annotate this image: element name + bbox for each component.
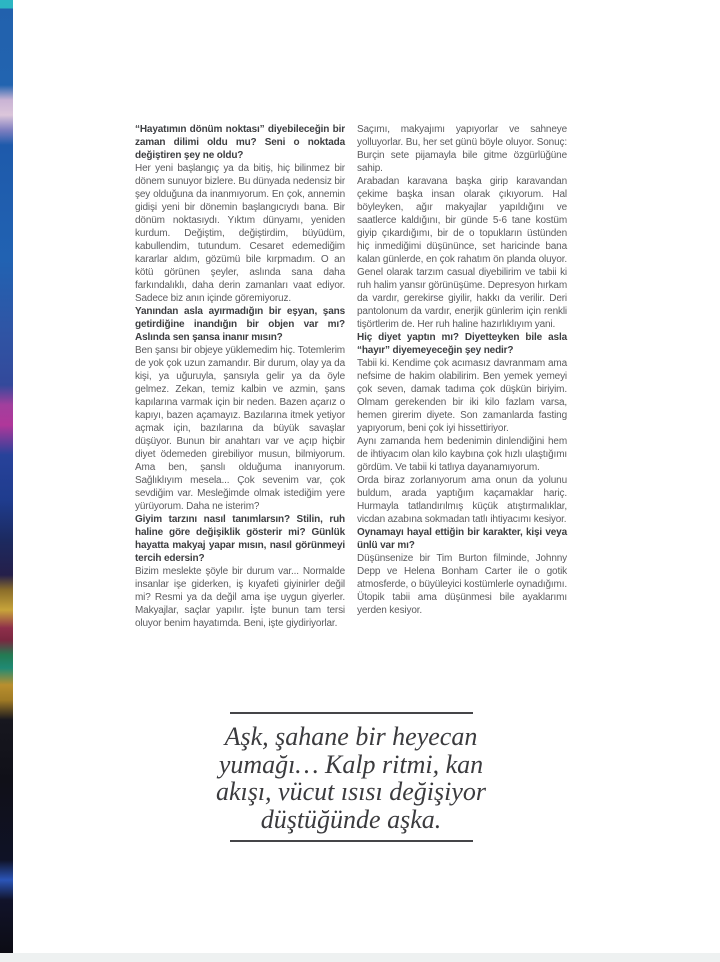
pull-quote — [128, 723, 574, 833]
pull-quote-line: düştüğünde aşka. — [260, 804, 442, 834]
interview-answer: Tabii ki. Kendime çok acımasız davranmam ama nefsime de hakim olabilirim. Ben yemek yemeyi çok seven, damak tadıma çok düşkün biriyim. Olmam gerekenden bir iki kilo fazlam varsa, hemen girerim diyete. Son zamanlarda fasting yapıyorum, beni çok iyi hissettiriyor. — [357, 358, 567, 434]
interview-answer: Orda biraz zorlanıyorum ama onun da yolunu buldum, arada yaptığım kaçamaklar hariç. Hurmayla tatlandırılmış küçük atıştırmalıklar, vicdan azabına sokmadan tatlı ihtiyacımı kesiyor. — [357, 475, 567, 525]
interview-answer: Arabadan karavana başka girip karavandan çekime başka insan olarak çıkıyorum. Hal böyleyken, ağır makyajlar yapıldığını ve saatlerce kaldığını, bir günde 5-6 tane kostüm giyip çıkardığımı, bir de o topukların üstünden hiç inmediğimi düşününce, set haricinde bana kalan günlerde, en çok rahatım ön planda oluyor. Genel olarak tarzım casual diyebilirim ve tabii ki ruh halim yansır görünüşüme. Depresyon hırkam da vardır, gerekirse giyilir, hakkı da verilir. Deri pantolonum da vardır, enerjik günlerim için renkli tişörtlerim de. Her ruh haline hazırlıklıyım yani. — [357, 176, 568, 330]
interview-question: Oynamayı hayal ettiğin bir karakter, kişi veya ünlü var mı? — [357, 527, 567, 551]
interview-answer: Düşünsenize bir Tim Burton filminde, Johnny Depp ve Helena Bonham Carter ile o gotik atmosferde, o büyüleyici kostümlerle oynadığımı. Ütopik tabii ama düşünmesi bile ayaklarımı yerden kesiyor. — [357, 553, 567, 616]
interview-question: Yanından asla ayırmadığın bir eşyan, şans getirdiğine inandığın bir objen var mı? Aslında sen şansa inanır mısın? — [135, 306, 345, 343]
adjacent-page-photo-edge — [0, 0, 13, 953]
interview-question: “Hayatımın dönüm noktası” diyebileceğin bir zaman dilimi oldu mu? Seni o noktada değiştiren şey ne oldu? — [135, 124, 345, 161]
interview-question: Hiç diyet yaptın mı? Diyetteyken bile asla “hayır” diyemeyeceğin şey nedir? — [357, 332, 567, 356]
interview-answer: Her yeni başlangıç ya da bitiş, hiç bilinmez bir dönem sunuyor bizlere. Bu dünyada nedensiz bir şey olduğuna da inanmıyorum. En çok, annemin gidişi yeni bir dönemin başlangıcıydı bana. Bir dönüm noktasıydı. Yıktım dünyamı, yeniden kurdum. Değiştim, değiştirdim, büyüdüm, kabullendim, tutundum. Cesaret edemediğim kararlar aldım, gözümü bile kırpmadım. O an kötü görünen şeyler, aslında sana daha farkındalıklı, daha derin zamanları vaat ediyor. Sadece biz anın içinde göremiyoruz. — [135, 163, 345, 304]
interview-column-right — [357, 123, 567, 617]
pull-quote-section — [128, 712, 574, 842]
interview-question: Giyim tarzını nasıl tanımlarsın? Stilin, ruh haline göre değişiklik gösterir mi? Günlük hayatta makyaj yapar mısın, nasıl görünmeyi tercih edersin? — [135, 514, 345, 564]
interview-answer: Ben şansı bir objeye yüklemedim hiç. Totemlerim de yok çok uzun zamandır. Bir durum, olay ya da kişi, ya uğuruyla, şansıyla gelir ya da öyle gelmez. Zekan, temiz kalbin ve azmin, şans kapılarına varmak için bir neden. Bazen açarız o kapıyı, bazen açamayız. Bazılarına itmek yetiyor açmak için, bazılarına da büyük savaşlar düşüyor. Bunun bir anahtarı var ve açıp hiçbir diyet ödemeden girebiliyor musun, bilmiyorum. Ama ben, şanslı olduğuma inanıyorum. Sağlıklıyım mesela... Çok sevenim var, çok sevdiğim var. Mesleğimde olmak istediğim yere yürüyorum. Daha ne isterim? — [135, 345, 345, 512]
interview-answer: Aynı zamanda hem bedenimin dinlendiğini hem de ihtiyacım olan kilo kaybına çok hızlı ulaştığımı gördüm. Ve tabii ki tatlıya dayanamıyorum. — [357, 436, 567, 473]
interview-answer: Bizim meslekte şöyle bir durum var... Normalde insanlar işe giderken, iş kıyafeti giyinirler değil mi? Resmi ya da değil ama işe uygun giyerler. Makyajlar, saçlar yapılır. İşte bunun tam tersi oluyor benim hayatımda. Beni, işte giydiriyorlar. — [135, 566, 345, 629]
pull-quote-bottom-rule — [230, 840, 473, 842]
pull-quote-line: Aşk, şahane bir heyecan — [224, 722, 478, 751]
pull-quote-line: akışı, vücut ısısı değişiyor — [215, 777, 487, 806]
interview-answer: Saçımı, makyajımı yapıyorlar ve sahneye yolluyorlar. Bu, her set günü böyle oluyor. Sonuç: Burçin sete pijamayla bile gitme özgürlüğüne sahip. — [357, 124, 567, 174]
page-bottom-band — [0, 953, 720, 962]
interview-column-left — [135, 123, 345, 630]
pull-quote-top-rule — [230, 712, 473, 714]
pull-quote-line: yumağı… Kalp ritmi, kan — [218, 749, 484, 779]
